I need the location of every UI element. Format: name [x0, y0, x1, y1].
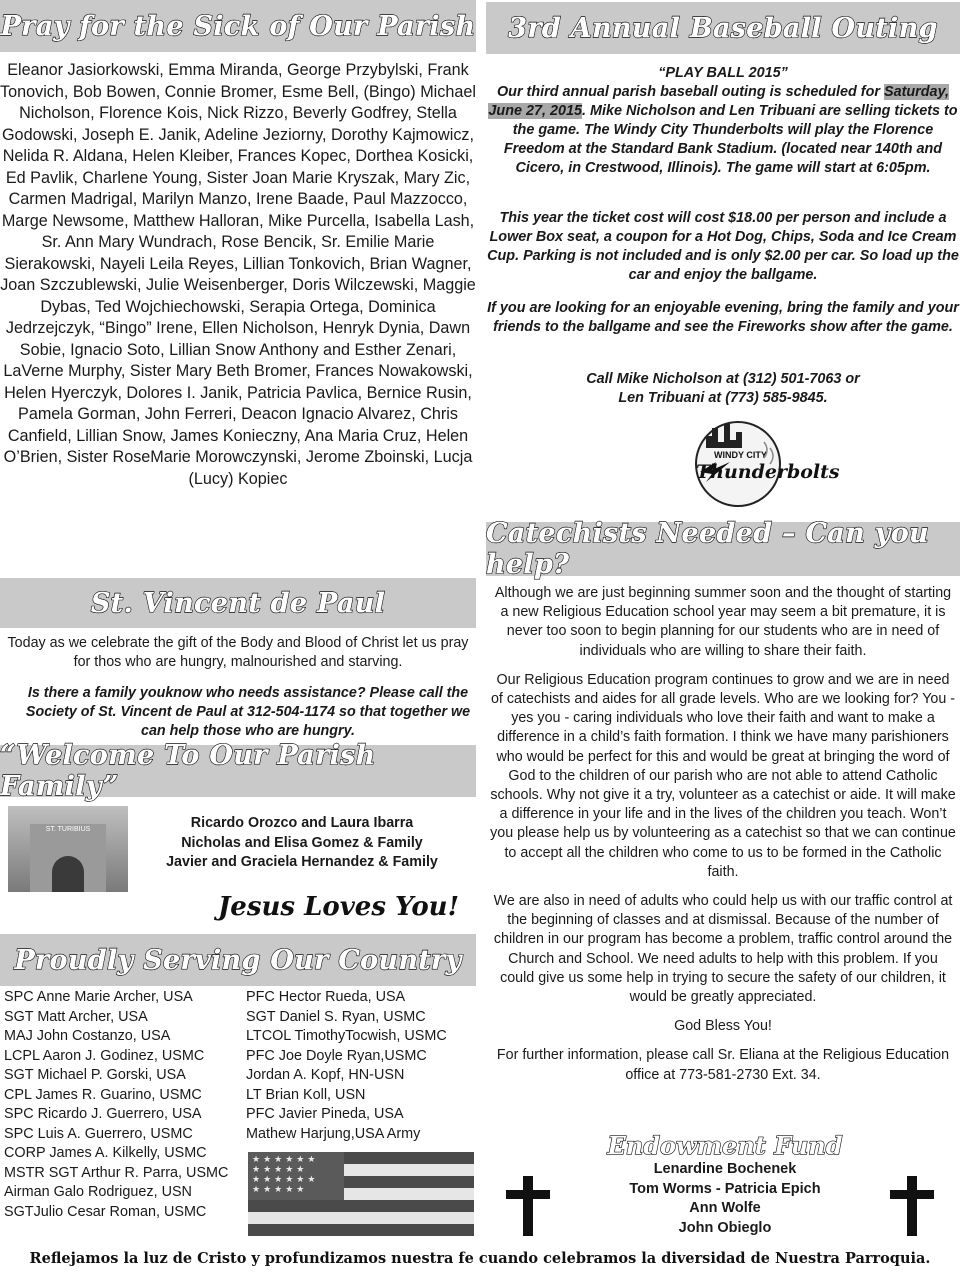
sick-title: Pray for the Sick of Our Parish [0, 10, 476, 42]
list-item: LTCOL TimothyTocwish, USMC [246, 1028, 447, 1044]
sick-banner [0, 0, 476, 52]
list-item: Airman Galo Rodriguez, USN [4, 1184, 192, 1200]
list-item: SGT Michael P. Gorski, USA [4, 1067, 186, 1083]
church-sign: ST. TURIBIUS [45, 826, 91, 833]
list-item: SGT Daniel S. Ryan, USMC [246, 1008, 426, 1025]
new-families [128, 814, 476, 873]
catechists-paragraph: Although we are just beginning summer soon and the thought of starting a new Religious Education school year may seem a bit premature, it is never too soon to begin planning for our students who are in need of individuals who are willing to share their faith. [494, 585, 952, 659]
endowment-banner [600, 1130, 850, 1160]
logo-main-text: Thunderbolts [696, 461, 840, 483]
list-item: Mathew Harjung,USA Army [246, 1125, 421, 1142]
highlighted-date: Saturday, June 27, 2015 [488, 84, 950, 119]
flag-stars: ★★★★★★ ★★★★★ ★★★★★★ ★★★★★ [248, 1152, 344, 1200]
list-item: Jordan A. Kopf, HN-USN [246, 1067, 405, 1083]
list-item: MSTR SGT Arthur R. Parra, USMC [4, 1164, 229, 1181]
list-item: CORP James A. Kilkelly, USMC [4, 1145, 207, 1161]
catechists-contact: For further information, please call Sr. Eliana at the Religious Education office at 773-581-2730 Ext. 34. [496, 1047, 950, 1083]
baseball-paragraph [486, 83, 960, 178]
catechists-paragraph: We are also in need of adults who could help us with our traffic control at the beginning of classes and at dismissal. Because of the number of children in our program has become a problem, traffic control around the Church and School. We need adults to help with this problem. If you could give us some help in trying to secure the safety of our children, it would be greatly appreciated. [493, 893, 953, 1006]
welcome-title: “Welcome To Our Parish Family” [0, 740, 376, 802]
catechists-banner [486, 518, 960, 580]
endowment-names [600, 1160, 850, 1238]
family-line: Javier and Graciela Hernandez & Family [166, 854, 438, 870]
list-item: PFC Joe Doyle Ryan,USMC [246, 1047, 427, 1064]
play-ball-heading: “PLAY BALL 2015” [658, 65, 788, 81]
list-item: SPC Luis A. Guerrero, USMC [4, 1125, 193, 1142]
contact-info [486, 370, 960, 408]
list-item: PFC Javier Pineda, USA [246, 1106, 404, 1122]
sick-names: Eleanor Jasiorkowski, Emma Miranda, George Przybylski, Frank Tonovich, Bob Bowen, Connie Bromer, Esme Bell, (Bingo) Michael Nicholson, Florence Kois, Nick Rizzo, Beverly Godfrey, Stella Godowski, Joseph E. Janik, Adeline Jeziorny, Dorothy Kajmowicz, Nelida R. Aldana, Helen Kleiber, Frances Kopec, Dorthea Kosicki, Ed Pavlik, Charlene Young, Sister Joan Marie Kryszak, Mary Zic, Carmen Madrigal, Marilyn Manzo, Irene Baade, Paul Mazzocco, Marge Newsome, Matthew Halloran, Mike Purcella, Isabella Lash, Sr. Ann Mary Wundrach, Rose Bencik, Sr. Emilie Marie Sierakowski, Nayeli Leila Reyes, Lillian Tonkovich, Brian Wagner, Joan Szczublewski, Julie Weisenberger, Doris Wilczewski, Maggie Dybas, Ted Wojchiechowski, Serapia Ortega, Dominica Jedrzejczyk, “Bingo” Irene, Ellen Nicholson, Henryk Dynia, Dawn Sobie, Ignacio Soto, Lillian Snow Anthony and Esther Zenari, LaVerne Murphy, Sister Mary Beth Bromer, Frances Nowakowski, Helen Hyerczyk, Dolores I. Janik, Patricia Pavlica, Bernice Rusin, Pamela Gorman, John Ferreri, Deacon Ignacio Alvarez, Chris Canfield, Lillian Snow, James Konieczny, Ana Maria Cruz, Helen O’Brien, Sister RoseMarie Morowczynski, Jerome Zboinski, Lucja (Lucy) Kopiec [0, 61, 476, 488]
list-item: LCPL Aaron J. Godinez, USMC [4, 1047, 205, 1064]
church-door [52, 856, 84, 892]
list-item: CPL James R. Guarino, USMC [4, 1086, 202, 1103]
baseball-intro [486, 64, 960, 178]
cross-icon [506, 1176, 550, 1236]
welcome-banner [0, 740, 476, 802]
list-item: Tom Worms - Patricia Epich [629, 1180, 821, 1197]
military-list-1 [4, 988, 232, 1222]
svdp-title: St. Vincent de Paul [90, 587, 386, 619]
family-invite: If you are looking for an enjoyable evening, bring the family and your friends to the ballgame and see the Fireworks show after the game. [487, 300, 959, 335]
contact-line: Call Mike Nicholson at (312) 501-7063 or [586, 371, 860, 387]
list-item: SGT Matt Archer, USA [4, 1008, 148, 1025]
american-flag-image [248, 1152, 474, 1236]
svdp-paragraph: Today as we celebrate the gift of the Body and Blood of Christ let us pray for thos who are hungry, malnourished and starving. [7, 635, 469, 670]
svdp-appeal: Is there a family youknow who needs assistance? Please call the Society of St. Vincent de Paul at 312-504-1174 so that together we can help those who are hungry. [25, 685, 471, 739]
serving-banner [0, 934, 476, 986]
list-item: SGTJulio Cesar Roman, USMC [4, 1203, 207, 1220]
thunderbolts-logo-graphic [666, 418, 840, 510]
ticket-info: This year the ticket cost will cost $18.00 per person and include a Lower Box seat, a coupon for a Hot Dog, Chips, Soda and Ice Cream Cup. Parking is not included and is only $2.00 per car. So load up the car and enjoy the ballgame. [487, 210, 959, 283]
baseball-title: 3rd Annual Baseball Outing [508, 12, 938, 44]
baseball-banner [486, 2, 960, 54]
list-item: John Obieglo [678, 1219, 772, 1236]
list-item: Lenardine Bochenek [653, 1161, 797, 1177]
svdp-banner [0, 578, 476, 628]
catechists-paragraph: Our Religious Education program continues to grow and we are in need of catechists and aides for all grade levels. Who are we looking for? You - yes you - caring individuals who love their faith and want to make a difference in a child’s faith formation. I think we have many parishioners who would be perfect for this and would be great at bringing the word of God to the children of our parish who are not able to attend Catholic schools. Why not give it a try, volunteer as a catechist or aide. It will make a difference in your life and in the lives of the children you teach. Won’t you please help us by volunteering as a catechist so that we can continue to accept all the children who come to us to be formed in the Catholic faith. [490, 671, 956, 880]
jesus-loves-you: Jesus Loves You! [218, 892, 459, 922]
logo-small-text: WINDY CITY [714, 450, 767, 460]
list-item: SPC Ricardo J. Guerrero, USA [4, 1106, 202, 1122]
text-part: Our third annual parish baseball outing is scheduled for [496, 84, 880, 100]
serving-title: Proudly Serving Our Country [14, 944, 462, 976]
catechists-title: Catechists Needed – Can you help? [486, 518, 929, 580]
cross-icon [890, 1176, 934, 1236]
list-item: MAJ John Costanzo, USA [4, 1028, 171, 1044]
list-item: Ann Wolfe [689, 1200, 761, 1217]
catechists-body [490, 584, 956, 1095]
text-part: . Mike Nicholson and Len Tribuani are selling tickets to the game. The Windy City Thunderbolts will play the Florence Freedom at the Standard Bank Stadium. (located near 140th and Cicero, in Crestwood, Illinois). The game will start at 6:05pm. [503, 103, 958, 176]
family-line: Ricardo Orozco and Laura Ibarra [190, 815, 414, 831]
footer-motto: Reflejamos la luz de Cristo y profundizamos nuestra fe cuando celebramos la diversidad de Nuestra Parroquia. [29, 1250, 931, 1267]
military-list-2 [246, 988, 472, 1144]
list-item: PFC Hector Rueda, USA [246, 989, 406, 1005]
thunderbolts-logo [666, 418, 840, 510]
list-item: SPC Anne Marie Archer, USA [4, 989, 193, 1005]
church-photo [8, 806, 128, 892]
endowment-title: Endowment Fund [607, 1130, 843, 1160]
contact-line: Len Tribuani at (773) 585-9845. [618, 390, 828, 406]
left-column [0, 0, 476, 52]
family-line: Nicholas and Elisa Gomez & Family [181, 834, 423, 851]
list-item: LT Brian Koll, USN [246, 1086, 366, 1103]
catechists-blessing: God Bless You! [674, 1018, 772, 1035]
